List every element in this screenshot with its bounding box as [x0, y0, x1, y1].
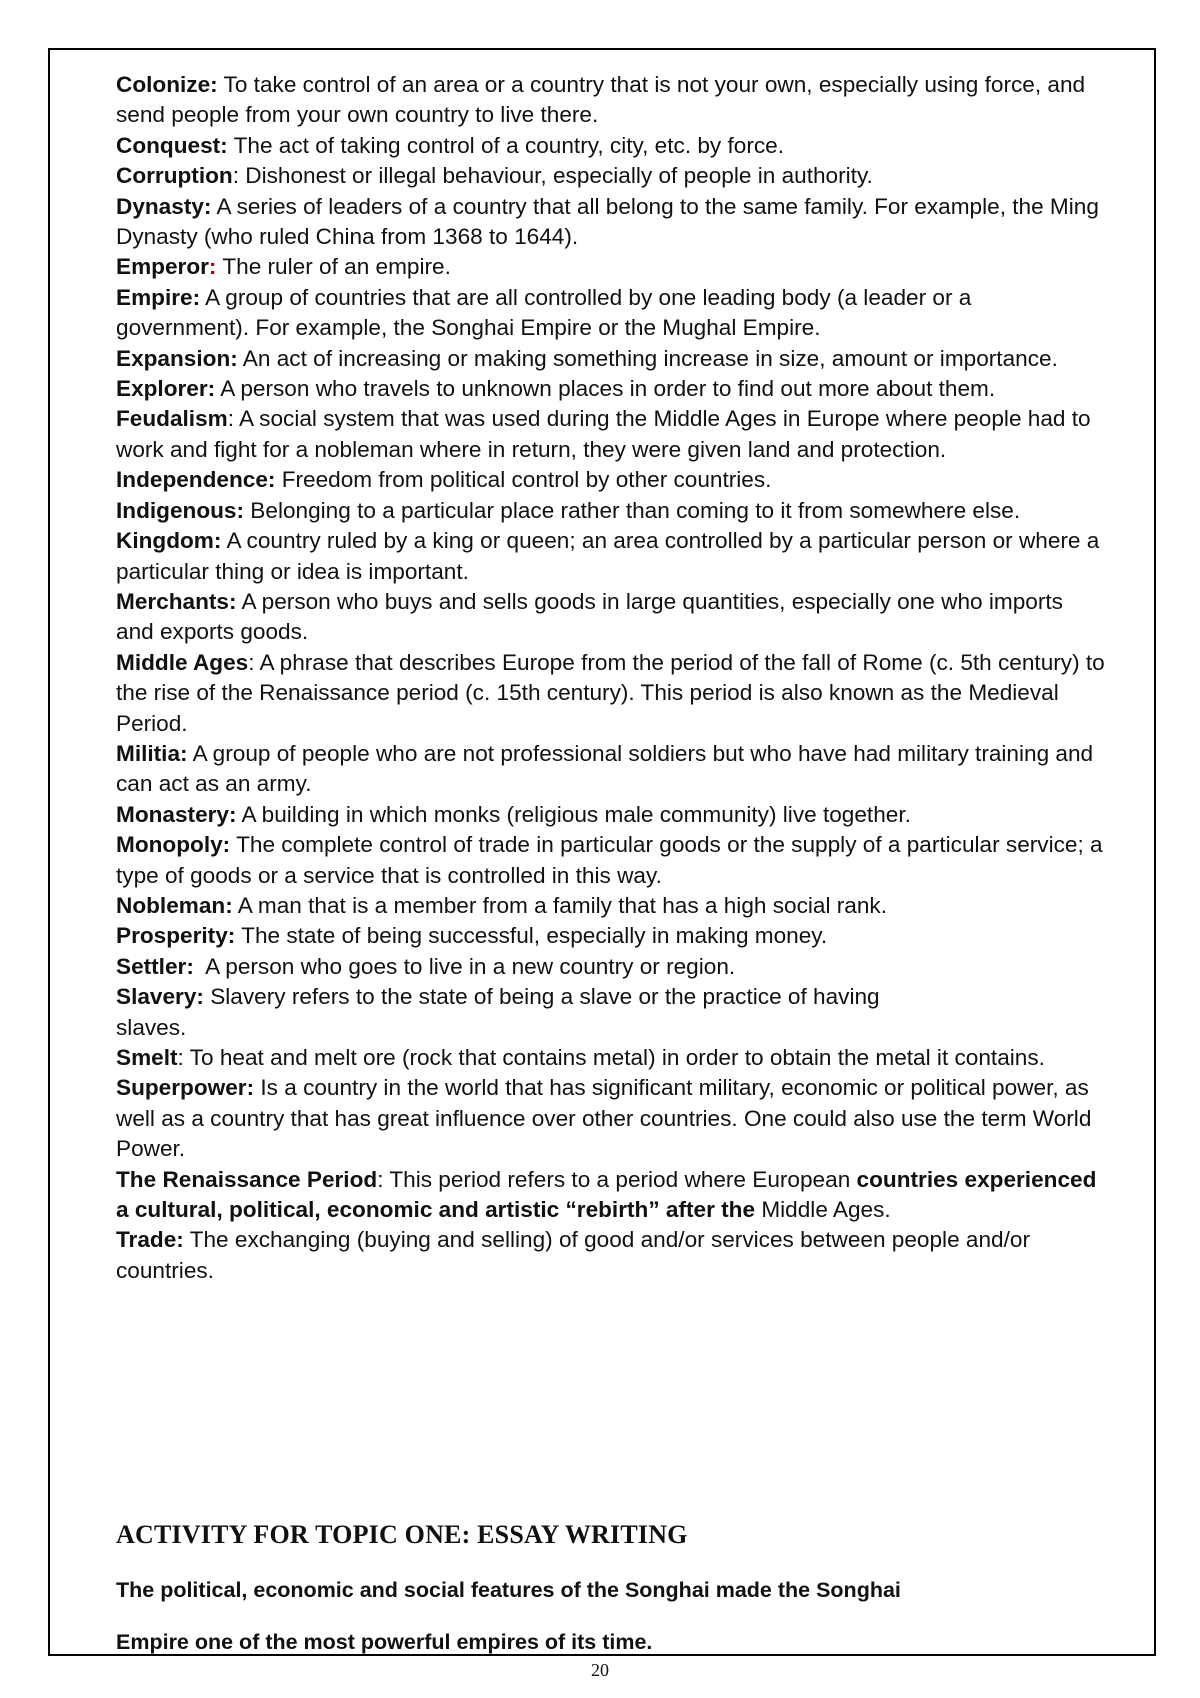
- glossary-entry: [116, 283, 1106, 344]
- glossary-term: Militia:: [116, 740, 188, 766]
- glossary-definition-bold: countries experienced a cultural, political, economic and artistic “rebirth” after the: [116, 1166, 1097, 1223]
- glossary-term: Explorer:: [116, 376, 216, 402]
- glossary-definition: A person who goes to live in a new country or region.: [193, 953, 736, 979]
- glossary-entry: [116, 161, 1106, 191]
- page-number: 20: [591, 1660, 609, 1680]
- glossary-entry: [116, 496, 1106, 526]
- glossary-entry: [116, 192, 1106, 253]
- glossary-colon: :: [208, 254, 217, 280]
- glossary-term: Conquest:: [116, 132, 228, 158]
- glossary-definition: Dishonest or illegal behaviour, especially of people in authority.: [239, 163, 873, 189]
- glossary-entry: [116, 526, 1106, 587]
- glossary-term: Nobleman:: [116, 892, 233, 918]
- glossary-entry: [116, 739, 1106, 800]
- glossary-definition: Slavery refers to the state of being a slave or the practice of having slaves.: [116, 984, 880, 1040]
- glossary-definition: Freedom from political control by other countries.: [275, 467, 772, 493]
- glossary-definition: A group of countries that are all controlled by one leading body (a leader or a government). For example, the Songhai Empire or the Mughal Empire.: [116, 284, 972, 341]
- essay-statement-line-2: Empire one of the most powerful empires of its time.: [116, 1630, 653, 1654]
- glossary-term: Superpower:: [116, 1075, 255, 1101]
- glossary-definition: An act of increasing or making something increase in size, amount or importance.: [237, 345, 1058, 371]
- glossary-entry: [116, 1165, 1106, 1226]
- activity-heading: ACTIVITY FOR TOPIC ONE: ESSAY WRITING: [116, 1520, 688, 1549]
- glossary-definition: A group of people who are not professional soldiers but who have had military training and can act as an army.: [116, 740, 1094, 797]
- glossary-entry: [116, 921, 1106, 951]
- glossary-term: Merchants:: [116, 588, 237, 614]
- glossary-colon: :: [377, 1166, 384, 1192]
- glossary-term: Trade:: [116, 1227, 184, 1253]
- glossary-definition: The exchanging (buying and selling) of good and/or services between people and/or countries.: [116, 1227, 1030, 1283]
- glossary-definition: A man that is a member from a family that has a high social rank.: [232, 892, 888, 918]
- glossary-definition: A country ruled by a king or queen; an area controlled by a particular person or where a particular thing or idea is important.: [116, 528, 1100, 584]
- glossary-entry: [116, 374, 1106, 404]
- glossary-colon: :: [177, 1045, 184, 1070]
- glossary-definition: To heat and melt ore (rock that contains metal) in order to obtain the metal it contains.: [183, 1045, 1045, 1070]
- glossary-entry: [116, 70, 1106, 131]
- glossary-term: Settler:: [116, 953, 194, 979]
- glossary-term: Emperor: [116, 254, 209, 280]
- glossary-colon: :: [232, 163, 239, 189]
- glossary-definition: This period refers to a period where European: [383, 1166, 851, 1192]
- glossary-term: Independence:: [116, 467, 276, 493]
- glossary-definition: The ruler of an empire.: [216, 254, 451, 280]
- glossary-term: Monopoly:: [116, 832, 231, 858]
- glossary-definition: A person who travels to unknown places in order to find out more about them.: [215, 376, 996, 402]
- glossary-definition: A phrase that describes Europe from the period of the fall of Rome (c. 5th century) to the rise of the Renaissance period (c. 15th century). This period is also known as the Medieval Period.: [116, 649, 1105, 736]
- glossary-entry: [116, 465, 1106, 495]
- glossary-term: Monastery:: [116, 801, 237, 827]
- glossary-entry: [116, 952, 1106, 982]
- glossary-term: Feudalism: [116, 406, 228, 432]
- glossary-term: The Renaissance Period: [116, 1166, 378, 1192]
- glossary-term: Indigenous:: [116, 497, 245, 523]
- glossary-colon: :: [227, 406, 235, 432]
- glossary-definition: Is a country in the world that has significant military, economic or political power, as well as a country that has great influence over other countries. One could also use the term World Power.: [116, 1075, 1092, 1162]
- glossary-definition: A series of leaders of a country that all belong to the same family. For example, the Ming Dynasty (who ruled China from 1368 to 1644).: [116, 193, 1099, 250]
- glossary-entry: [116, 648, 1106, 739]
- glossary-definition: The act of taking control of a country, city, etc. by force.: [227, 132, 785, 158]
- glossary-term: Colonize:: [116, 72, 218, 97]
- glossary-entry: [116, 344, 1106, 374]
- glossary-term: Middle Ages: [116, 649, 249, 675]
- glossary-definition: To take control of an area or a country that is not your own, especially using force, and send people from your own country to live there.: [116, 72, 1086, 128]
- glossary-term: Kingdom:: [116, 528, 222, 554]
- essay-statement-line-1: The political, economic and social features of the Songhai made the Songhai: [116, 1578, 901, 1602]
- glossary-definition: A social system that was used during the Middle Ages in Europe where people had to work and fight for a nobleman where in return, they were given land and protection.: [116, 406, 1091, 462]
- glossary-term: Smelt: [116, 1045, 178, 1070]
- glossary-entry: [116, 1043, 1106, 1073]
- glossary-term: Corruption: [116, 163, 233, 189]
- glossary-entry: [116, 800, 1106, 830]
- glossary-entry: [116, 252, 1106, 282]
- glossary-definition-tail: Middle Ages.: [755, 1197, 891, 1223]
- glossary-term: Prosperity:: [116, 923, 236, 949]
- glossary-entry: [116, 830, 1106, 891]
- glossary-entry: [116, 1073, 1106, 1164]
- glossary-term: Empire:: [116, 284, 201, 310]
- glossary-list: [116, 70, 1106, 1286]
- glossary-entry: [116, 982, 896, 1043]
- glossary-term: Slavery:: [116, 984, 204, 1010]
- glossary-term: Dynasty:: [116, 193, 212, 219]
- glossary-entry: [116, 891, 1106, 921]
- glossary-entry: [116, 131, 1106, 161]
- glossary-entry: [116, 404, 1106, 465]
- glossary-definition: Belonging to a particular place rather than coming to it from somewhere else.: [244, 497, 1021, 523]
- glossary-definition: A person who buys and sells goods in large quantities, especially one who imports and exports goods.: [116, 588, 1063, 645]
- glossary-entry: [116, 587, 1106, 648]
- glossary-definition: The complete control of trade in particular goods or the supply of a particular service; a type of goods or a service that is controlled in this way.: [116, 832, 1103, 888]
- glossary-term: Expansion:: [116, 345, 238, 371]
- glossary-colon: :: [248, 649, 255, 675]
- glossary-entry: [116, 1225, 1106, 1286]
- glossary-definition: The state of being successful, especially in making money.: [235, 923, 828, 949]
- glossary-definition: A building in which monks (religious male community) live together.: [236, 801, 911, 827]
